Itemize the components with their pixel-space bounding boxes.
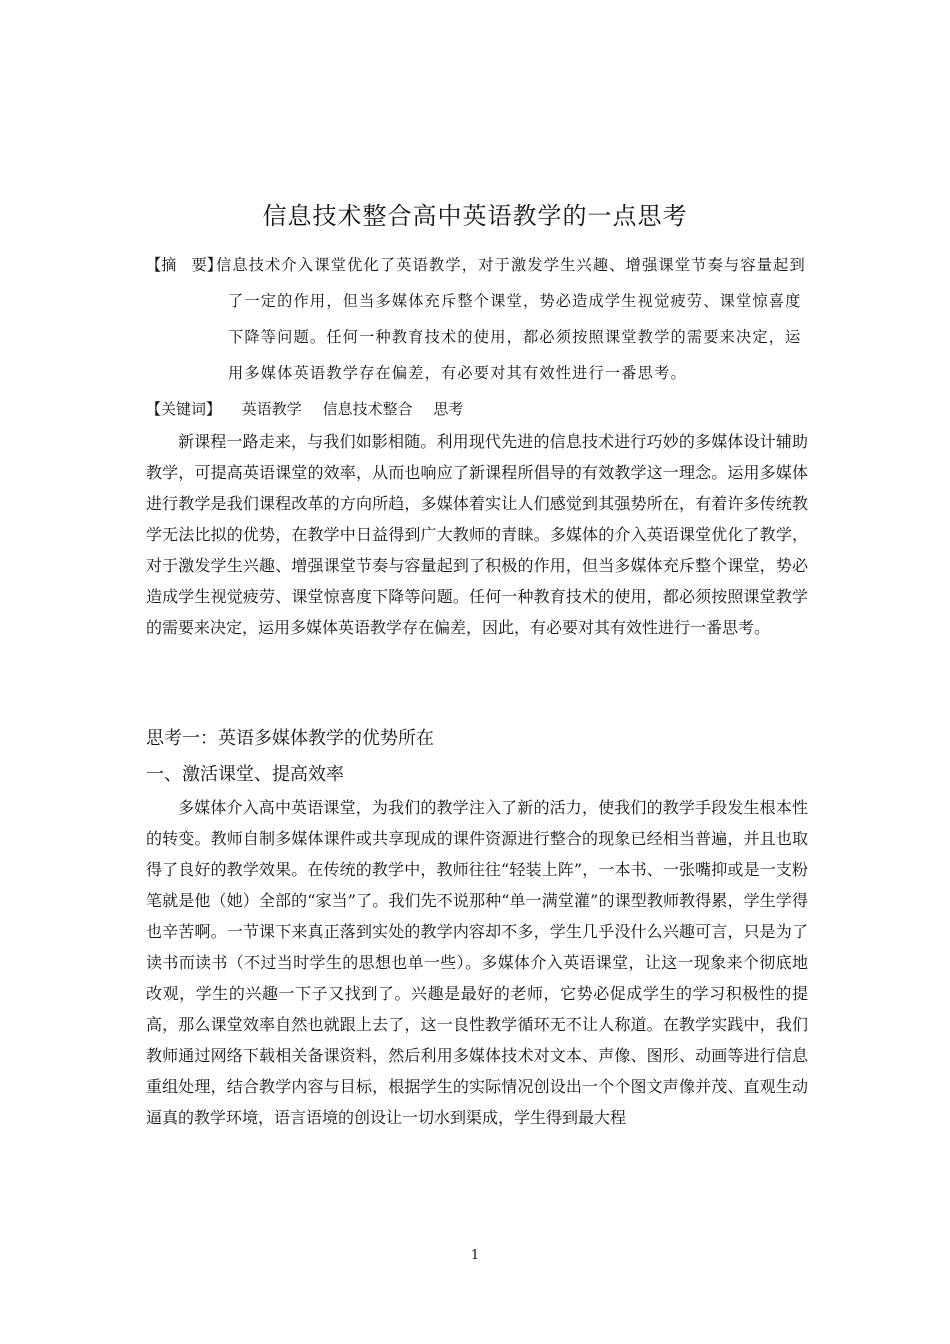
body-paragraph: 多媒体介入高中英语课堂，为我们的教学注入了新的活力，使我们的教学手段发生根本性的转变。教师自制多媒体课件或共享现成的课件资源进行整合的现象已经相当普遍，并且也取得了良好的教学效果。在传统的教学中，教师往往“轻装上阵”，一本书、一张嘴抑或是一支粉笔就是他（她）全部的“家当”了。我们先不说那种“单一满堂灌”的课型教师教得累，学生学得也辛苦啊。一节课下来真正落到实处的教学内容却不多，学生几乎没什么兴趣可言，只是为了读书而读书（不过当时学生的思想也单一些）。多媒体介入英语课堂，让这一现象来个彻底地改观，学生的兴趣一下子又找到了。兴趣是最好的老师，它势必促成学生的学习积极性的提高，那么课堂效率自然也就跟上去了，这一良性教学循环无不让人称道。在教学实践中，我们教师通过网络下载相关备课资料，然后利用多媒体技术对文本、声像、图形、动画等进行信息重组处理，结合教学内容与目标，根据学生的实际情况创设出一个个图文声像并茂、直观生动逼真的教学环境，语言语境的创设让一切水到渠成，学生得到最大程: [146, 798, 808, 1127]
keywords-label: 【关键词】: [146, 400, 222, 418]
keyword: 英语教学: [241, 400, 302, 418]
keyword: 信息技术整合: [322, 400, 413, 418]
intro-paragraph: 新课程一路走来，与我们如影相随。利用现代先进的信息技术进行巧妙的多媒体设计辅助教学，可提高英语课堂的效率，从而也响应了新课程所倡导的有效教学这一理念。运用多媒体进行教学是我们课程改革的方向所趋，多媒体着实让人们感觉到其强势所在，有着许多传统教学无法比拟的优势，在教学中日益得到广大教师的青睐。多媒体的介入英语课堂优化了教学，对于激发学生兴趣、增强课堂节奏与容量起到了积极的作用，但当多媒体充斥整个课堂，势必造成学生视觉疲劳、课堂惊喜度下降等问题。任何一种教育技术的使用，都必须按照课堂教学的需要来决定，运用多媒体英语教学存在偏差，因此，有必要对其有效性进行一番思考。: [146, 432, 808, 637]
section-heading: 思考一：英语多媒体教学的优势所在: [146, 728, 434, 749]
abstract-label: 【摘 要】: [146, 256, 222, 274]
abstract-line: 用多媒体英语教学存在偏差，有必要对其有效性进行一番思考。: [228, 364, 687, 382]
abstract-line: 了一定的作用，但当多媒体充斥整个课堂，势必造成学生视觉疲劳、课堂惊喜度: [228, 292, 802, 310]
abstract-line: 下降等问题。任何一种教育技术的使用，都必须按照课堂教学的需要来决定，运: [228, 328, 802, 346]
keyword: 思考: [433, 400, 464, 418]
keywords-line: [146, 398, 479, 419]
page-title: 信息技术整合高中英语教学的一点思考: [262, 202, 688, 230]
page-number: 1: [470, 1248, 480, 1263]
subsection-heading: 一、激活课堂、提高效率: [146, 764, 344, 785]
abstract-line: 信息技术介入课堂优化了英语教学，对于激发学生兴趣、增强课堂节奏与容量起到: [216, 256, 806, 274]
